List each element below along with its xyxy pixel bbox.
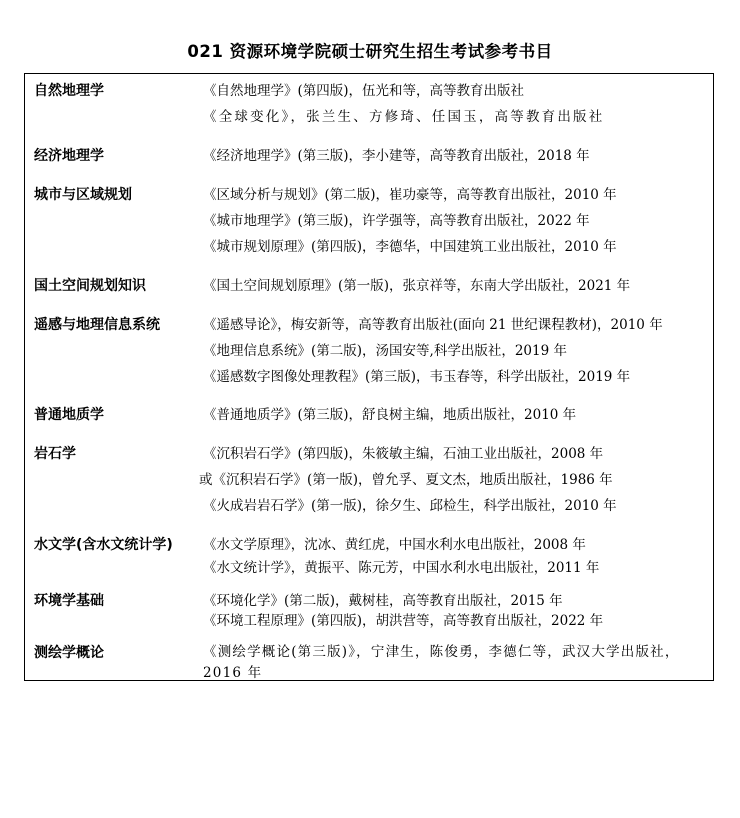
book-entry: 《城市地理学》(第三版)，许学强等，高等教育出版社，2022 年 xyxy=(203,213,590,229)
booklist-table xyxy=(24,73,714,681)
book-entry: 《环境工程原理》(第四版)，胡洪营等，高等教育出版社，2022 年 xyxy=(203,613,604,629)
book-entry: 《水文统计学》，黄振平、陈元芳，中国水利水电出版社，2011 年 xyxy=(203,560,600,576)
book-entry: 《国土空间规划原理》(第一版)，张京祥等，东南大学出版社，2021 年 xyxy=(203,278,631,294)
subject-general-geology: 普通地质学 xyxy=(34,407,104,423)
book-entry: 《自然地理学》(第四版)，伍光和等，高等教育出版社 xyxy=(203,83,525,99)
book-entry: 《普通地质学》(第三版)，舒良树主编，地质出版社，2010 年 xyxy=(203,407,577,423)
book-entry: 或《沉积岩石学》(第一版)，曾允孚、夏文杰，地质出版社，1986 年 xyxy=(199,472,613,488)
book-entry: 《沉积岩石学》(第四版)，朱筱敏主编，石油工业出版社，2008 年 xyxy=(203,446,604,462)
subject-petrology: 岩石学 xyxy=(34,446,76,462)
book-entry: 《经济地理学》(第三版)，李小建等，高等教育出版社，2018 年 xyxy=(203,148,590,164)
subject-territorial-planning: 国土空间规划知识 xyxy=(34,278,146,294)
book-entry: 《遥感数字图像处理教程》(第三版)，韦玉春等，科学出版社，2019 年 xyxy=(203,369,631,385)
book-entry: 《区域分析与规划》(第二版)，崔功豪等，高等教育出版社，2010 年 xyxy=(203,187,617,203)
page-title: 021 资源环境学院硕士研究生招生考试参考书目 xyxy=(187,42,553,61)
subject-physical-geography: 自然地理学 xyxy=(34,83,104,99)
subject-surveying-mapping: 测绘学概论 xyxy=(34,645,104,661)
book-entry: 《火成岩岩石学》(第一版)，徐夕生、邱检生，科学出版社，2010 年 xyxy=(203,498,617,514)
subject-economic-geography: 经济地理学 xyxy=(34,148,104,164)
book-entry: 《遥感导论》，梅安新等，高等教育出版社(面向 21 世纪课程教材)，2010 年 xyxy=(203,317,663,333)
subject-hydrology: 水文学(含水文统计学) xyxy=(34,537,173,553)
book-entry: 《环境化学》(第二版)，戴树桂，高等教育出版社，2015 年 xyxy=(203,593,563,609)
book-entry: 《全球变化》，张兰生、方修琦、任国玉，高等教育出版社 xyxy=(203,109,605,125)
subject-urban-regional-planning: 城市与区域规划 xyxy=(34,187,132,203)
book-entry: 《地理信息系统》(第二版)，汤国安等,科学出版社，2019 年 xyxy=(203,343,567,359)
subject-remote-sensing-gis: 遥感与地理信息系统 xyxy=(34,317,160,333)
book-entry: 《测绘学概论(第三版)》，宁津生，陈俊勇，李德仁等，武汉大学出版社，2016 年 xyxy=(203,644,680,681)
book-entry: 《城市规划原理》(第四版)，李德华，中国建筑工业出版社，2010 年 xyxy=(203,239,617,255)
subject-environmental-science: 环境学基础 xyxy=(34,593,104,609)
book-entry: 《水文学原理》，沈冰、黄红虎，中国水利水电出版社，2008 年 xyxy=(203,537,586,553)
